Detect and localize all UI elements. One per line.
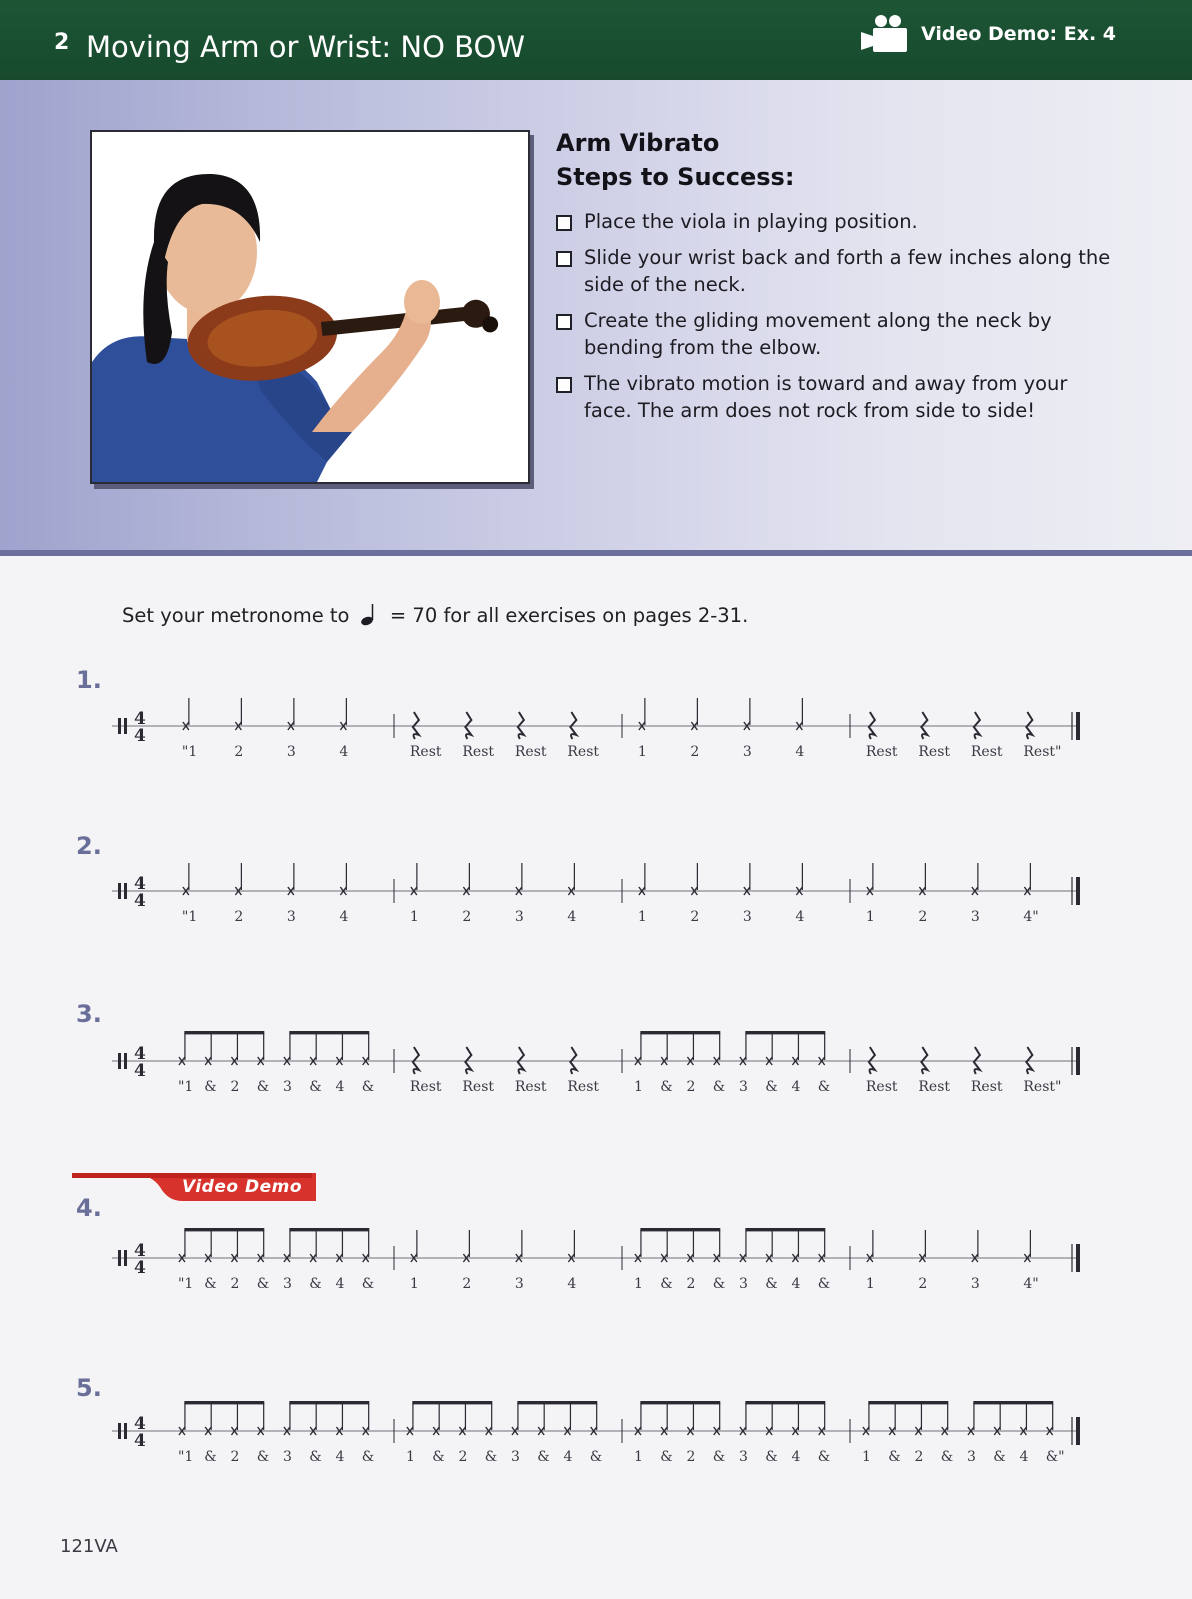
count-label: & [660,1079,673,1095]
count-label: 1 [865,1276,875,1292]
steps-to-success [556,126,1116,433]
count-label: Rest [918,744,951,760]
final-barline-thick [1076,877,1080,905]
count-label: "1 [177,1079,194,1095]
step-item [556,307,1116,361]
count-label: 4 [335,1079,345,1095]
exercise-number-2: 2. [76,832,102,860]
time-signature-top: 4 [134,1414,146,1434]
rhythm-staff-3 [112,1025,1110,1135]
count-label: 1 [633,1079,643,1095]
count-label: 3 [738,1276,748,1292]
count-label: 2 [690,909,700,925]
count-label: & [712,1276,726,1292]
percussion-clef [124,1423,127,1439]
count-label: & [256,1449,270,1465]
checkbox-icon[interactable] [556,314,572,330]
staff-svg [112,1395,1110,1505]
count-label: & [204,1079,217,1095]
count-label: 1 [633,1276,643,1292]
count-label: 4 [567,1276,577,1292]
count-label: Rest [409,744,442,760]
step-text: Place the viola in playing position. [584,210,918,233]
checkbox-icon[interactable] [556,251,572,267]
heading-arm-vibrato: Arm Vibrato [556,129,720,157]
count-label: 3 [514,1276,524,1292]
percussion-clef [124,1053,127,1069]
count-label: 2 [234,744,244,760]
count-label: 4" [1023,909,1039,925]
page-title: Moving Arm or Wrist: NO BOW [86,30,526,64]
count-label: 3 [510,1449,520,1465]
count-label: 3 [742,744,752,760]
note-beam [184,1031,264,1034]
count-label: 2 [458,1449,468,1465]
count-label: Rest [462,1079,495,1095]
count-label: 2 [686,1449,696,1465]
count-label: 1 [405,1449,415,1465]
rhythm-staff-5 [112,1395,1110,1505]
count-label: & [361,1079,375,1095]
time-signature-top: 4 [134,1044,146,1064]
count-label: 3 [282,1079,292,1095]
percussion-clef [118,883,121,899]
count-label: 3 [738,1079,748,1095]
count-label: 1 [637,744,647,760]
count-label: 4 [339,909,349,925]
count-label: 4 [795,744,805,760]
count-label: & [817,1276,831,1292]
count-label: & [817,1079,831,1095]
count-label: 2 [686,1276,696,1292]
count-label: 4 [335,1276,345,1292]
staff-svg [112,1025,1110,1135]
count-label: 4 [563,1449,573,1465]
count-label: Rest [462,744,495,760]
count-label: 3 [286,909,296,925]
checkbox-icon[interactable] [556,215,572,231]
step-text: The vibrato motion is toward and away from your face. The arm does not rock from side to side! [584,372,1068,422]
count-label: "1 [177,1449,194,1465]
count-label: & [765,1079,778,1095]
note-beam [289,1228,369,1231]
count-label: & [888,1449,901,1465]
note-beam [184,1401,264,1404]
count-label: & [256,1079,270,1095]
count-label: "1 [181,909,198,925]
count-label: 1 [865,909,875,925]
percussion-clef [124,1250,127,1266]
header-band [0,0,1192,80]
final-barline-thick [1076,712,1080,740]
note-beam [517,1401,597,1404]
time-signature-top: 4 [134,709,146,729]
steps-heading [556,126,1116,194]
video-camera-icon [859,14,909,54]
note-beam [745,1031,825,1034]
rhythm-staff-1 [112,690,1110,800]
exercise-number-1: 1. [76,666,102,694]
rhythm-staff-2 [112,855,1110,965]
percussion-clef [118,718,121,734]
count-label: & [432,1449,445,1465]
count-label: 1 [409,1276,419,1292]
percussion-clef [118,1250,121,1266]
note-beam [973,1401,1053,1404]
metronome-text-after: = 70 for all exercises on pages 2-31. [389,604,749,627]
count-label: 3 [514,909,524,925]
count-label: 2 [686,1079,696,1095]
count-label: Rest [567,744,600,760]
count-label: 3 [742,909,752,925]
count-label: 3 [738,1449,748,1465]
exercise-number-5: 5. [76,1374,102,1402]
count-label: 4 [1019,1449,1029,1465]
count-label: Rest [970,1079,1003,1095]
count-label: Rest [514,744,547,760]
count-label: & [660,1276,673,1292]
note-beam [412,1401,492,1404]
count-label: & [660,1449,673,1465]
note-beam [745,1228,825,1231]
count-label: 2 [230,1449,240,1465]
count-label: 3 [970,1276,980,1292]
final-barline-thick [1076,1417,1080,1445]
note-beam [868,1401,948,1404]
step-text: Slide your wrist back and forth a few inches along the side of the neck. [584,246,1111,296]
heading-steps-to-success: Steps to Success: [556,163,795,191]
count-label: 3 [282,1449,292,1465]
percussion-clef [124,718,127,734]
count-label: & [765,1449,778,1465]
count-label: 3 [966,1449,976,1465]
arm-vibrato-panel [0,80,1192,556]
count-label: 4 [791,1449,801,1465]
step-text: Create the gliding movement along the neck by bending from the elbow. [584,309,1052,359]
count-label: 1 [633,1449,643,1465]
time-signature-top: 4 [134,874,146,894]
count-label: Rest [865,744,898,760]
count-label: & [309,1079,322,1095]
staff-svg [112,1222,1110,1332]
count-label: Rest [918,1079,951,1095]
final-barline-thick [1076,1047,1080,1075]
page-footer-code: 121VA [60,1536,118,1557]
count-label: & [204,1276,217,1292]
percussion-clef [118,1423,121,1439]
count-label: 1 [861,1449,871,1465]
time-signature-bottom: 4 [134,1431,146,1451]
rhythm-staff-4 [112,1222,1110,1332]
exercise-number-3: 3. [76,1000,102,1028]
time-signature-bottom: 4 [134,1061,146,1081]
count-label: Rest [865,1079,898,1095]
percussion-clef [124,883,127,899]
percussion-clef [118,1053,121,1069]
count-label: Rest" [1023,744,1062,760]
note-beam [184,1228,264,1231]
note-beam [745,1401,825,1404]
note-beam [640,1401,720,1404]
steps-list [556,208,1116,424]
count-label: 3 [970,909,980,925]
count-label: & [765,1276,778,1292]
count-label: 4 [791,1276,801,1292]
note-beam [640,1228,720,1231]
count-label: & [361,1449,375,1465]
staff-svg [112,690,1110,800]
count-label: 1 [409,909,419,925]
viola-player-illustration [92,132,528,482]
count-label: 2 [230,1276,240,1292]
count-label: 1 [637,909,647,925]
count-label: Rest [409,1079,442,1095]
count-label: 3 [286,744,296,760]
count-label: Rest" [1023,1079,1062,1095]
count-label: 2 [914,1449,924,1465]
metronome-instruction [122,604,748,627]
checkbox-icon[interactable] [556,377,572,393]
step-item [556,370,1116,424]
count-label: & [537,1449,550,1465]
count-label: 2 [918,909,928,925]
page-number: 2 [54,30,70,55]
count-label: Rest [514,1079,547,1095]
count-label: & [589,1449,603,1465]
count-label: 2 [690,744,700,760]
count-label: 2 [918,1276,928,1292]
count-label: & [204,1449,217,1465]
count-label: Rest [567,1079,600,1095]
count-label: 2 [462,909,472,925]
time-signature-bottom: 4 [134,1258,146,1278]
staff-svg [112,855,1110,965]
metronome-text-before: Set your metronome to [122,604,350,627]
quarter-note-icon [356,604,384,626]
count-label: &" [1045,1449,1065,1465]
note-beam [289,1031,369,1034]
video-demo-badge-label: Video Demo: Ex. 4 [920,23,1116,45]
count-label: & [712,1079,726,1095]
video-demo-label: Video Demo [182,1177,303,1197]
step-item [556,208,1116,235]
count-label: & [712,1449,726,1465]
count-label: Rest [970,744,1003,760]
count-label: 3 [282,1276,292,1292]
final-barline-thick [1076,1244,1080,1272]
time-signature-bottom: 4 [134,726,146,746]
count-label: & [256,1276,270,1292]
count-label: & [940,1449,954,1465]
count-label: "1 [181,744,198,760]
video-demo-tab[interactable] [72,1173,316,1203]
count-label: & [817,1449,831,1465]
count-label: 4 [795,909,805,925]
count-label: 4 [339,744,349,760]
step-item [556,244,1116,298]
count-label: 4 [791,1079,801,1095]
count-label: 2 [234,909,244,925]
count-label: 2 [230,1079,240,1095]
count-label: & [484,1449,498,1465]
count-label: & [993,1449,1006,1465]
count-label: 4" [1023,1276,1039,1292]
count-label: 2 [462,1276,472,1292]
count-label: & [309,1276,322,1292]
note-beam [640,1031,720,1034]
video-demo-badge[interactable] [859,14,1116,54]
count-label: & [309,1449,322,1465]
time-signature-top: 4 [134,1241,146,1261]
exercise-number-4: 4. [76,1194,102,1222]
count-label: & [361,1276,375,1292]
note-beam [289,1401,369,1404]
count-label: "1 [177,1276,194,1292]
count-label: 4 [567,909,577,925]
time-signature-bottom: 4 [134,891,146,911]
count-label: 4 [335,1449,345,1465]
viola-player-photo [90,130,530,484]
